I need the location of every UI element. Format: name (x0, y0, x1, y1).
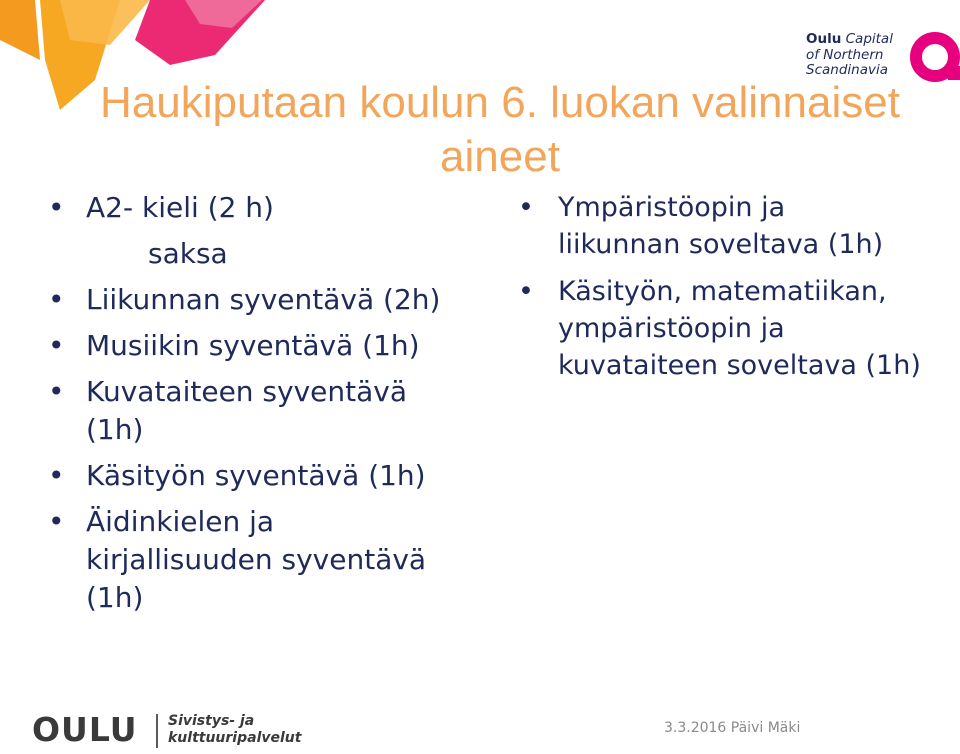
list-item-line: (1h) (86, 413, 144, 446)
list-item-line: kuvataiteen soveltava (1h) (558, 350, 921, 381)
list-item-line: • Äidinkielen ja (86, 505, 275, 538)
brand-capital: Capital (845, 31, 893, 47)
oulu-wordmark: OULU (32, 710, 138, 749)
brand-line2: of Northern (806, 46, 884, 63)
list-item (48, 503, 488, 617)
list-item-line: • Ympäristöopin ja (558, 192, 786, 223)
unit-name (168, 713, 328, 747)
list-item: • Käsityön syventävä (1h) (48, 457, 488, 495)
unit-line2: kulttuuripalvelut (168, 730, 302, 746)
list-item (518, 273, 948, 384)
brand-line3: Scandinavia (806, 62, 888, 78)
footer-date-author: 3.3.2016 Päivi Mäki (664, 720, 801, 736)
list-item-line: liikunnan soveltava (1h) (558, 229, 884, 260)
oulu-capital-logo (806, 32, 956, 82)
list-item: • Musiikin syventävä (1h) (48, 327, 488, 365)
brand-oulu: Oulu (806, 31, 842, 47)
oulu-footer-logo (32, 710, 312, 750)
list-subitem: saksa (148, 237, 228, 270)
list-item-line: • Käsityön, matematiikan, (558, 276, 887, 307)
list-item: • A2- kieli (2 h) (48, 189, 488, 227)
left-list (48, 189, 488, 617)
brand-text (806, 32, 908, 79)
unit-line1: Sivistys- ja (168, 713, 255, 729)
logo-divider (156, 714, 158, 748)
slide-title: Haukiputaan koulun 6. luokan valinnaiset aineet (100, 78, 900, 181)
list-item (48, 373, 488, 449)
list-item: • Liikunnan syventävä (2h) (48, 281, 488, 319)
list-item-line: (1h) (86, 581, 144, 614)
list-item-line: ympäristöopin ja (558, 313, 785, 344)
list-item-line: • Kuvataiteen syventävä (86, 375, 408, 408)
list-item (518, 189, 948, 263)
right-list (518, 189, 948, 384)
list-item-line: kirjallisuuden syventävä (86, 543, 427, 576)
